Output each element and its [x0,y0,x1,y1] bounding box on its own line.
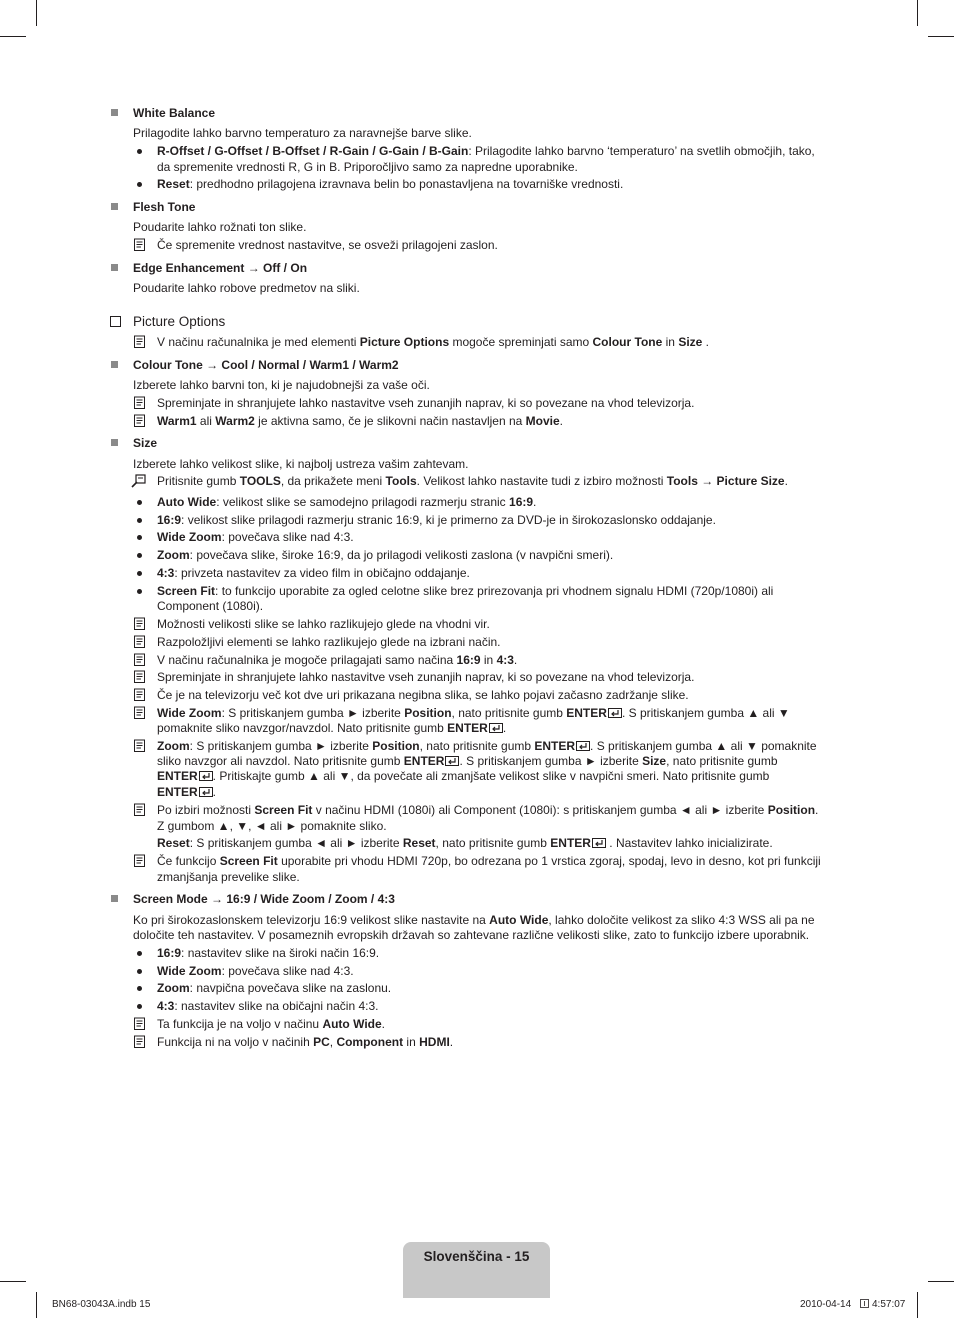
enter-icon [592,838,606,848]
note: Če spremenite vrednost nastavitve, se osveži prilagojeni zaslon. [157,238,498,252]
note: Wide Zoom: S pritiskanjem gumba ► izberite Position, nato pritisnite gumb ENTER . S pritiskanjem gumba ▲ ali ▼ [157,706,790,720]
note-icon [133,706,147,720]
section-title: Screen Mode → 16:9 / Wide Zoom / Zoom / 4:3 [133,892,395,906]
square-bullet-icon [111,361,118,368]
list-item: R-Offset / G-Offset / B-Offset / R-Gain / G-Gain / B-Gain: Prilagodite lahko barvno ‘temperaturo’ na svetlih območjih, tako, [157,144,815,158]
note: Funkcija ni na voljo v načinih PC, Component in HDMI. [157,1035,454,1049]
heading: Picture Options [133,314,226,329]
note-icon [133,803,147,817]
bullet-icon [137,149,142,154]
note-icon [133,635,147,649]
bullet-icon [137,986,142,991]
note-icon [133,617,147,631]
enter-icon [445,756,459,766]
crop-mark [36,1292,37,1318]
crop-mark [917,1292,918,1318]
description: Prilagodite lahko barvno temperaturo za naravnejše barve slike. [133,126,472,140]
note-continued: sliko navzgor ali navzdol. Nato pritisnite gumb ENTER . S pritiskanjem gumba ► izberite Size, nato pritisnite gumb [157,754,778,768]
crop-mark [36,0,37,26]
print-time: 4:57:07 [872,1299,906,1310]
bullet-icon [137,1004,142,1009]
enter-icon [576,741,590,751]
bullet-icon [137,969,142,974]
section-title: Size [133,436,158,450]
note-continued: ENTER . Pritiskajte gumb ▲ ali ▼, da povečate ali zmanjšate velikost slike v navpični smeri. Nato pritisnite gumb [157,769,770,783]
note: Warm1 ali Warm2 je aktivna samo, če je slikovni način nastavljen na Movie. [157,414,564,428]
note-icon [133,739,147,753]
enter-icon [199,787,213,797]
square-bullet-icon [111,895,118,902]
note-icon [133,238,147,252]
description: Ko pri širokozaslonskem televizorju 16:9 velikost slike nastavite na Auto Wide, lahko določite velikost za sliko 4:3 WSS ali pa ne [133,913,815,927]
crop-mark [0,36,26,37]
note: Zoom: S pritiskanjem gumba ► izberite Position, nato pritisnite gumb ENTER . S pritiskanjem gumba ▲ ali ▼ pomaknite [157,739,817,753]
list-item-continued: Component (1080i). [157,599,264,613]
list-item: 4:3: nastavitev slike na običajni način 4:3. [157,999,379,1013]
list-item: Zoom: navpična povečava slike na zaslonu. [157,981,392,995]
square-bullet-icon [111,203,118,210]
note: Ta funkcija je na voljo v načinu Auto Wide. [157,1017,385,1031]
clock-icon [860,1299,869,1308]
bullet-icon [137,535,142,540]
note-icon [133,670,147,684]
crop-mark [917,0,918,26]
note: Če funkcijo Screen Fit uporabite pri vhodu HDMI 720p, bo odrezana po 1 vrstica zgoraj, spodaj, levo in desno, kot pri funkciji [157,854,821,868]
square-bullet-icon [111,439,118,446]
list-item: Wide Zoom: povečava slike nad 4:3. [157,530,354,544]
note-continued: zmanjšanja prevelike slike. [157,870,300,884]
bullet-icon [137,589,142,594]
list-item: 16:9: velikost slike prilagodi razmerju stranic 16:9, ki je primerno za DVD-je in širokozaslonsko oddajanje. [157,513,716,527]
enter-icon [489,723,503,733]
description-continued: določite teh nastavitev. V posameznih evropskih državah so zahtevane različne velikosti slike, zato to funkcijo izbere uporabnik. [133,928,810,942]
note-icon [133,653,147,667]
bullet-icon [137,571,142,576]
section-title: White Balance [133,106,216,120]
bullet-icon [137,518,142,523]
description: Poudarite lahko rožnati ton slike. [133,220,307,234]
crop-mark [928,36,954,37]
description: Izberete lahko barvni ton, ki je najudobnejši za vaše oči. [133,378,430,392]
list-item: Reset: predhodno prilagojena izravnava belin bo ponastavljena na tovarniške vrednosti. [157,177,624,191]
note: Možnosti velikosti slike se lahko razlikujejo glede na vhodni vir. [157,617,490,631]
note: Spreminjate in shranjujete lahko nastavitve vseh zunanjih naprav, ki so povezane na vhod televizorja. [157,670,695,684]
list-item: Wide Zoom: povečava slike nad 4:3. [157,964,354,978]
file-name: BN68-03043A.indb 15 [52,1299,151,1310]
list-item: Screen Fit: to funkcijo uporabite za ogled celotne slike brez prirezovanja pri vhodnem signalu HDMI (720p/1080i) ali [157,584,774,598]
bullet-icon [137,182,142,187]
note-icon [133,688,147,702]
print-date: 2010-04-14 [800,1299,852,1310]
note: Spreminjate in shranjujete lahko nastavitve vseh zunanjih naprav, ki so povezane na vhod televizorja. [157,396,695,410]
note: Razpoložljivi elementi se lahko razlikujejo glede na izbrani način. [157,635,501,649]
bullet-icon [137,500,142,505]
description: Izberete lahko velikost slike, ki najbolj ustreza vašim zahtevam. [133,457,469,471]
note-continued: ENTER . [157,785,217,799]
section-title: Edge Enhancement → Off / On [133,261,308,275]
square-bullet-icon [111,264,118,271]
page-number: Slovenščina - 15 [423,1249,530,1264]
note: V načinu računalnika je med elementi Picture Options mogoče spreminjati samo Colour Tone in Size . [157,335,709,349]
list-item: 16:9: nastavitev slike na široki način 16:9. [157,946,380,960]
note-icon [133,335,147,349]
tools-icon [131,474,147,488]
section-title: Flesh Tone [133,200,196,214]
tools-note: Pritisnite gumb TOOLS, da prikažete meni Tools. Velikost lahko nastavite tudi z izbiro možnosti Tools → Picture Size. [157,474,788,488]
square-bullet-icon [111,109,118,116]
note-icon [133,1017,147,1031]
list-item-continued: da spremenite vrednosti R, G in B. Priporočljivo samo za napredne uporabnike. [157,160,578,174]
description: Poudarite lahko robove predmetov na sliki. [133,281,360,295]
list-item: 4:3: privzeta nastavitev za video film in običajno oddajanje. [157,566,470,580]
note-icon [133,854,147,868]
note-icon [133,396,147,410]
crop-mark [928,1281,954,1282]
note-icon [133,1035,147,1049]
note-continued: Z gumbom ▲, ▼, ◄ ali ► pomaknite sliko. [157,819,387,833]
section-title: Colour Tone → Cool / Normal / Warm1 / Warm2 [133,358,399,372]
bullet-icon [137,553,142,558]
enter-icon [199,771,213,781]
list-item: Zoom: povečava slike, široke 16:9, da jo prilagodi velikosti zaslona (v navpični smeri). [157,548,614,562]
note: Po izbiri možnosti Screen Fit v načinu HDMI (1080i) ali Component (1080i): s pritiskanjem gumba ◄ ali ► izberite Position. [157,803,819,817]
note-icon [133,414,147,428]
note-continued: pomaknite sliko navzgor/navzdol. Nato pritisnite gumb ENTER . [157,721,507,735]
note-continued: Reset: S pritiskanjem gumba ◄ ali ► izberite Reset, nato pritisnite gumb ENTER . Nastavitev lahko inicializirate. [157,836,773,850]
enter-icon [608,708,622,718]
note: V načinu računalnika je mogoče prilagajati samo načina 16:9 in 4:3. [157,653,518,667]
list-item: Auto Wide: velikost slike se samodejno prilagodi razmerju stranic 16:9. [157,495,537,509]
note: Če je na televizorju več kot dve uri prikazana negibna slika, se lahko pojavi začasno zadržanje slike. [157,688,689,702]
bullet-icon [137,951,142,956]
checkbox-heading-icon [110,316,121,327]
crop-mark [0,1281,26,1282]
